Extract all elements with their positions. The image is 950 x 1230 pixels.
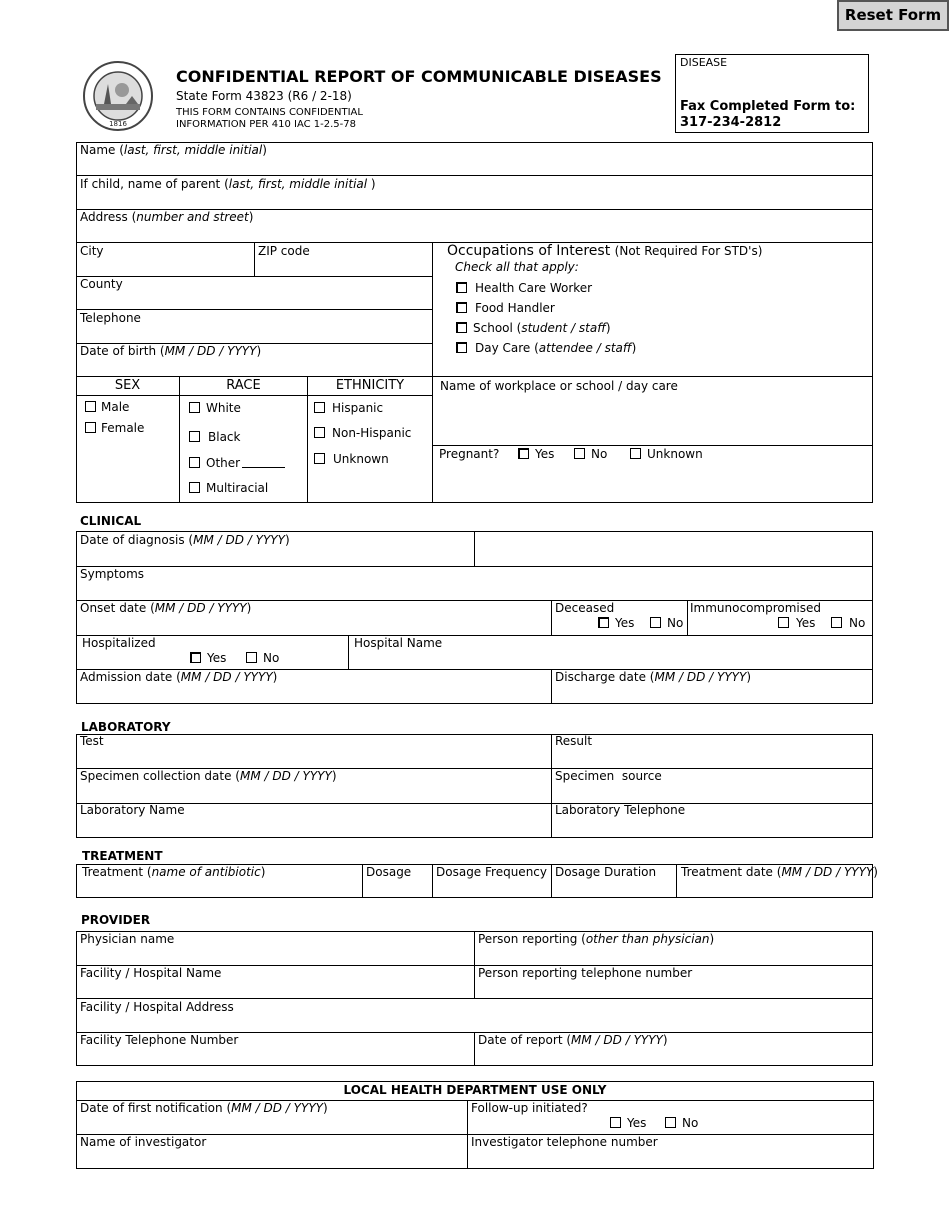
non-hispanic-label: Non-Hispanic [332, 426, 412, 440]
laboratory-table [76, 734, 873, 838]
followup-yes-checkbox[interactable] [610, 1117, 621, 1128]
ethnicity-header: ETHNICITY [335, 378, 405, 393]
laboratory-header: LABORATORY [81, 720, 171, 734]
onset-date-field[interactable]: Onset date (MM / DD / YYYY) [80, 601, 252, 615]
physician-name-field[interactable]: Physician name [80, 932, 175, 946]
black-label: Black [208, 430, 241, 444]
check-all-note: Check all that apply: [455, 260, 579, 274]
first-notification-field[interactable]: Date of first notification (MM / DD / YYYY) [80, 1101, 328, 1115]
person-phone-field[interactable]: Person reporting telephone number [478, 966, 693, 980]
deceased-yes-checkbox[interactable] [598, 617, 609, 628]
hospitalized-yes-checkbox[interactable] [190, 652, 201, 663]
male-checkbox[interactable] [85, 401, 96, 412]
hispanic-checkbox[interactable] [314, 402, 325, 413]
followup-yes-label: Yes [627, 1116, 647, 1130]
hospitalized-no-label: No [263, 651, 280, 665]
hispanic-label: Hispanic [332, 401, 384, 415]
svg-text:1816: 1816 [109, 120, 127, 128]
lab-name-field[interactable]: Laboratory Name [80, 803, 185, 817]
female-checkbox[interactable] [85, 422, 96, 433]
investigator-phone-field[interactable]: Investigator telephone number [471, 1135, 658, 1149]
day-care-checkbox[interactable] [456, 342, 467, 353]
fax-label: Fax Completed Form to: [680, 99, 856, 114]
treatment-field[interactable]: Treatment (name of antibiotic) [82, 865, 266, 879]
report-date-field[interactable]: Date of report (MM / DD / YYYY) [478, 1033, 668, 1047]
pregnant-yes-checkbox[interactable] [518, 448, 529, 459]
confidential-line-1: THIS FORM CONTAINS CONFIDENTIAL [176, 107, 363, 118]
immuno-yes-checkbox[interactable] [778, 617, 789, 628]
dosage-frequency-field[interactable]: Dosage Frequency [436, 865, 547, 879]
food-handler-label: Food Handler [475, 301, 555, 315]
male-label: Male [101, 400, 130, 414]
workplace-field[interactable]: Name of workplace or school / day care [440, 379, 678, 393]
county-field[interactable]: County [80, 277, 123, 291]
deceased-yes-label: Yes [615, 616, 635, 630]
person-reporting-field[interactable]: Person reporting (other than physician) [478, 932, 715, 946]
hospitalized-label: Hospitalized [82, 636, 156, 650]
admission-date-field[interactable]: Admission date (MM / DD / YYYY) [80, 670, 278, 684]
pregnant-no-label: No [591, 447, 608, 461]
multiracial-checkbox[interactable] [189, 482, 200, 493]
reset-form-button[interactable]: Reset Form [837, 0, 949, 31]
diagnosis-date-field[interactable]: Date of diagnosis (MM / DD / YYYY) [80, 533, 290, 547]
immuno-no-checkbox[interactable] [831, 617, 842, 628]
dosage-field[interactable]: Dosage [366, 865, 412, 879]
facility-phone-field[interactable]: Facility Telephone Number [80, 1033, 239, 1047]
result-field[interactable]: Result [555, 734, 593, 748]
treatment-date-field[interactable]: Treatment date (MM / DD / YYYY) [681, 865, 878, 879]
black-checkbox[interactable] [189, 431, 200, 442]
discharge-date-field[interactable]: Discharge date (MM / DD / YYYY) [555, 670, 752, 684]
non-hispanic-checkbox[interactable] [314, 427, 325, 438]
hospitalized-no-checkbox[interactable] [246, 652, 257, 663]
local-health-header: LOCAL HEALTH DEPARTMENT USE ONLY [343, 1083, 607, 1097]
deceased-label: Deceased [555, 601, 615, 615]
disease-label: DISEASE [680, 56, 728, 69]
hospital-name-field[interactable]: Hospital Name [354, 636, 443, 650]
clinical-header: CLINICAL [80, 514, 142, 528]
followup-no-label: No [682, 1116, 699, 1130]
unknown-ethnicity-checkbox[interactable] [314, 453, 325, 464]
day-care-label: Day Care (attendee / staff) [475, 341, 637, 355]
treatment-header: TREATMENT [82, 849, 163, 863]
occupations-title: Occupations of Interest (Not Required For STD's) [447, 243, 763, 259]
multiracial-label: Multiracial [206, 481, 269, 495]
hospitalized-yes-label: Yes [207, 651, 227, 665]
dob-field[interactable]: Date of birth (MM / DD / YYYY) [80, 344, 262, 358]
pregnant-unknown-label: Unknown [647, 447, 703, 461]
form-number: State Form 43823 (R6 / 2-18) [176, 89, 352, 103]
female-label: Female [101, 421, 145, 435]
deceased-no-label: No [667, 616, 684, 630]
provider-header: PROVIDER [81, 913, 151, 927]
race-header: RACE [226, 378, 261, 393]
name-field[interactable]: Name (last, first, middle initial) [80, 143, 267, 157]
test-field[interactable]: Test [80, 734, 104, 748]
form-title: CONFIDENTIAL REPORT OF COMMUNICABLE DISEASES [176, 67, 662, 86]
symptoms-field[interactable]: Symptoms [80, 567, 145, 581]
followup-no-checkbox[interactable] [665, 1117, 676, 1128]
deceased-no-checkbox[interactable] [650, 617, 661, 628]
white-checkbox[interactable] [189, 402, 200, 413]
facility-address-field[interactable]: Facility / Hospital Address [80, 1000, 234, 1014]
specimen-date-field[interactable]: Specimen collection date (MM / DD / YYYY) [80, 769, 337, 783]
unknown-ethnicity-label: Unknown [333, 452, 389, 466]
confidential-line-2: INFORMATION PER 410 IAC 1-2.5-78 [176, 119, 357, 130]
immuno-no-label: No [849, 616, 866, 630]
other-race-line[interactable] [242, 467, 285, 468]
investigator-name-field[interactable]: Name of investigator [80, 1135, 207, 1149]
city-field[interactable]: City [80, 244, 104, 258]
health-care-checkbox[interactable] [456, 282, 467, 293]
sex-header: SEX [114, 378, 141, 393]
white-label: White [206, 401, 241, 415]
facility-name-field[interactable]: Facility / Hospital Name [80, 966, 222, 980]
school-label: School (student / staff) [473, 321, 611, 335]
specimen-source-field[interactable]: Specimen source [555, 769, 662, 783]
other-race-label: Other [206, 456, 241, 470]
state-seal-icon [82, 60, 154, 132]
lab-phone-field[interactable]: Laboratory Telephone [555, 803, 686, 817]
pregnant-unknown-checkbox[interactable] [630, 448, 641, 459]
pregnant-label: Pregnant? [439, 447, 500, 461]
followup-label: Follow-up initiated? [471, 1101, 588, 1115]
immunocompromised-label: Immunocompromised [690, 601, 822, 615]
parent-name-field[interactable]: If child, name of parent (last, first, middle initial ) [80, 177, 376, 191]
address-field[interactable]: Address (number and street) [80, 210, 254, 224]
health-care-label: Health Care Worker [475, 281, 593, 295]
school-checkbox[interactable] [456, 322, 467, 333]
dosage-duration-field[interactable]: Dosage Duration [555, 865, 657, 879]
other-race-checkbox[interactable] [189, 457, 200, 468]
pregnant-yes-label: Yes [535, 447, 555, 461]
telephone-field[interactable]: Telephone [80, 311, 141, 325]
pregnant-no-checkbox[interactable] [574, 448, 585, 459]
immuno-yes-label: Yes [796, 616, 816, 630]
fax-number: 317-234-2812 [680, 115, 782, 130]
food-handler-checkbox[interactable] [456, 302, 467, 313]
zip-field[interactable]: ZIP code [258, 244, 310, 258]
